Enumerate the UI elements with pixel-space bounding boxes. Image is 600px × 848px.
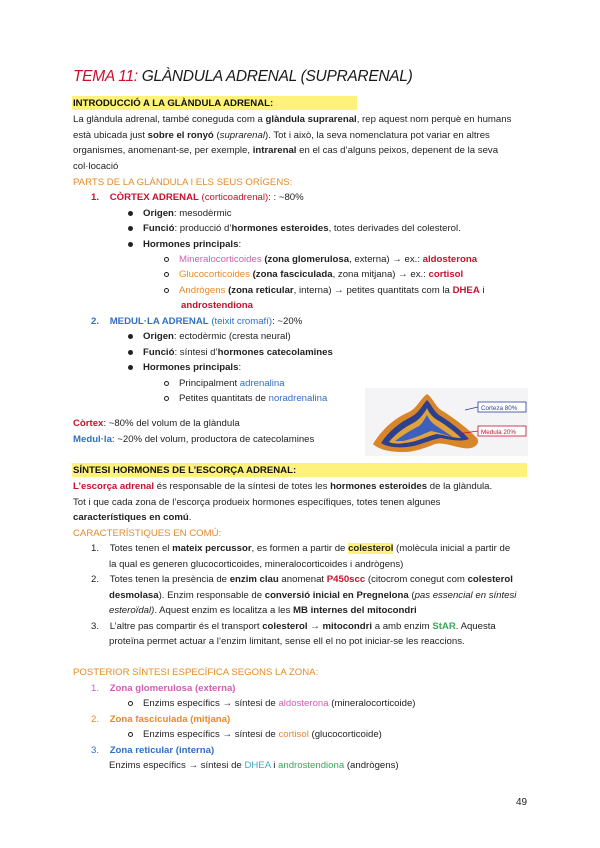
- zone-2-item: Enzims específics → síntesi de cortisol (glucocorticoide): [128, 729, 382, 740]
- cortex-hormone-2: Glucocorticoides (zona fasciculada, zona mitjana) → ex.: cortisol: [164, 269, 463, 280]
- figure-label-cortex: Corteza 80%: [481, 405, 518, 412]
- adrenal-gland-figure: [365, 388, 528, 456]
- intro-line-3: organismes, anomenant-se, per exemple, intrarenal en el cas d’alguns peixos, depenent de la seva: [73, 145, 499, 156]
- zone-3: 3. Zona reticular (interna): [91, 745, 215, 756]
- bullet-icon: [128, 350, 133, 355]
- cortex-hormones-label: Hormones principals:: [128, 239, 241, 250]
- cortex-item: 1. CÒRTEX ADRENAL (corticoadrenal): : ~80%: [91, 192, 304, 203]
- medulla-item: 2. MEDUL·LA ADRENAL (teixit cromafí): ~20%: [91, 316, 303, 327]
- title-rest: GLÀNDULA ADRENAL (SUPRARENAL): [137, 68, 413, 85]
- circle-bullet-icon: [128, 701, 133, 706]
- medulla-hormone-2: Petites quantitats de noradrenalina: [164, 393, 327, 404]
- parts-heading: PARTS DE LA GLÀNDULA I ELS SEUS ORÍGENS:: [73, 177, 293, 188]
- zone-1: 1. Zona glomerulosa (externa): [91, 683, 236, 694]
- medulla-hormone-1: Principalment adrenalina: [164, 378, 285, 389]
- medulla-origen: Origen: ectodèrmic (cresta neural): [128, 331, 291, 342]
- characteristic-1: 1. Totes tenen el mateix percussor, es formen a partir de colesterol (molècula inicial a partir de: [91, 543, 511, 554]
- intro-heading: INTRODUCCIÓ A LA GLÀNDULA ADRENAL:: [73, 98, 274, 109]
- characteristic-3-cont: proteïna permet actuar a l’enzim limitant, sense ell el no pot iniciar-se les reaccions.: [109, 636, 465, 647]
- bullet-icon: [128, 365, 133, 370]
- characteristic-2-cont-2: esteroïdal). Aquest enzim es localitza a les MB internes del mitocondri: [109, 605, 417, 616]
- title-prefix: TEMA 11:: [73, 68, 138, 85]
- summary-cortex: Còrtex: ~80% del volum de la glàndula: [73, 418, 240, 429]
- circle-bullet-icon: [128, 732, 133, 737]
- circle-bullet-icon: [164, 396, 169, 401]
- cortex-funcio: Funció: producció d’hormones esteroides, totes derivades del colesterol.: [128, 223, 461, 234]
- cortex-hormone-1: Mineralocorticoides (zona glomerulosa, externa) → ex.: aldosterona: [164, 254, 477, 265]
- sintesi-line-3: característiques en comú.: [73, 512, 192, 523]
- summary-medulla: Medul·la: ~20% del volum, productora de catecolamines: [73, 434, 315, 445]
- zone-2: 2. Zona fasciculada (mitjana): [91, 714, 231, 725]
- intro-line-2: està ubicada just sobre el ronyó (suprarenal). Tot i això, la seva nomenclatura pot variar en altres: [73, 130, 490, 141]
- figure-label-medulla: Medula 20%: [481, 429, 517, 436]
- zone-1-item: Enzims específics → síntesi de aldosterona (mineralocorticoide): [128, 698, 415, 709]
- sintesi-line-2: Tot i que cada zona de l’escorça produeix hormones específiques, totes tenen algunes: [73, 497, 441, 508]
- intro-line-4: col·locació: [73, 161, 119, 172]
- circle-bullet-icon: [164, 257, 169, 262]
- characteristic-2: 2. Totes tenen la presència de enzim clau anomenat P450scc (citocrom conegut com colesterol: [91, 574, 513, 585]
- sintesi-heading: SÍNTESI HORMONES DE L’ESCORÇA ADRENAL:: [73, 465, 297, 476]
- page-number: 49: [516, 797, 528, 808]
- medulla-funcio: Funció: síntesi d’hormones catecolamines: [128, 347, 333, 358]
- page-title: [73, 68, 412, 86]
- characteristic-3: 3. L’altre pas compartir és el transport colesterol → mitocondri a amb enzim StAR. Aquesta: [91, 621, 496, 632]
- bullet-icon: [128, 211, 133, 216]
- bullet-icon: [128, 226, 133, 231]
- characteristic-2-cont: desmolasa). Enzim responsable de conversió inicial en Pregnelona (pas essencial en síntesi: [109, 590, 517, 601]
- bullet-icon: [128, 242, 133, 247]
- bullet-icon: [128, 334, 133, 339]
- posterior-heading: POSTERIOR SÍNTESI ESPECÍFICA SEGONS LA ZONA:: [73, 667, 319, 678]
- circle-bullet-icon: [164, 272, 169, 277]
- sintesi-line-1: L’escorça adrenal és responsable de la síntesi de totes les hormones esteroides de la glàndula.: [73, 481, 493, 492]
- intro-line-1: La glàndula adrenal, també coneguda com a glàndula suprarenal, rep aquest nom perquè en humans: [73, 114, 512, 125]
- cortex-hormone-3: Andrògens (zona reticular, interna) → petites quantitats com la DHEA i: [164, 285, 485, 296]
- circle-bullet-icon: [164, 381, 169, 386]
- characteristics-heading: CARACTERÍSTIQUES EN COMÚ:: [73, 528, 222, 539]
- zone-3-item: Enzims específics → síntesi de DHEA i androstendiona (andrògens): [109, 760, 399, 771]
- cortex-hormone-3-cont: androstendiona: [181, 300, 253, 311]
- circle-bullet-icon: [164, 288, 169, 293]
- characteristic-1-cont: la qual es generen glucocorticoides, mineralocorticoides i andrògens): [109, 559, 404, 570]
- cortex-origen: Origen: mesodèrmic: [128, 208, 232, 219]
- medulla-hormones-label: Hormones principals:: [128, 362, 241, 373]
